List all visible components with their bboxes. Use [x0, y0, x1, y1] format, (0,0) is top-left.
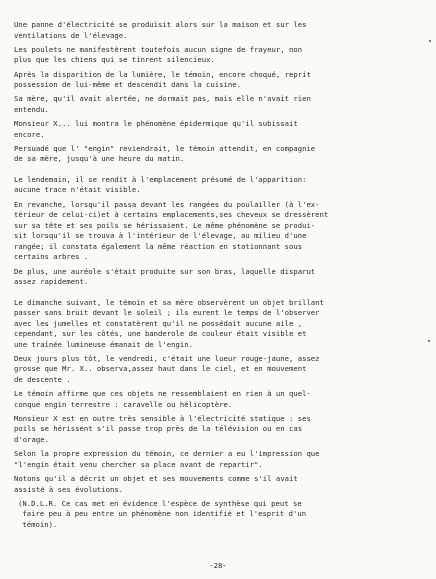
paragraph-sunday-observation: Le dimanche suivant, le témoin et sa mère observèrent un objet brillant passer sans bruit devant le soleil ; ils eurent le temps de l'observer avec les jumelles et constatèrent qu'il ne possédait aucune aile , cependant, sur les côtés, une banderole de couleur était visible et une traînée lumineuse émanait de l'engin.	[14, 297, 324, 349]
paragraph-power-outage: Une panne d'électricité se produisit alors sur la maison et sur les ventilations de l'élevage.	[14, 20, 307, 40]
paragraph-hair-standing: En revanche, lorsqu'il passa devant les rangées du poulailler (à l'ex- térieur de celui-ci)et à certains emplacements,ses cheveux se dressèrent sur sa tête et ses poils se hérissaient. Le même phénomène se produi- sit lorsqu'il se trouva à l'intérieur de l'élevage, au milieu d'une rangée; il constata également la même réaction en stationnant sous certains arbres .	[14, 199, 329, 262]
editor-note: (N.D.L.R. Ce cas met en évidence l'espèce de synthèse qui peut se faire peu à peu entre un phénomène non identifié et l'esprit d'un témoin).	[18, 498, 307, 529]
paragraph-chickens-calm: Les poulets ne manifestèrent toutefois aucun signe de frayeur, non plus que les chiens qui se tinrent silencieux.	[14, 44, 303, 65]
paragraph-next-day: Le lendemain, il se rendit à l'emplacement présumé de l'apparition: aucune trace n'était visible.	[14, 174, 307, 195]
margin-mark	[428, 340, 430, 342]
paragraph-static-sensitivity: Monsieur X est en outre très sensible à l'électricité statique : ses poils se hérissent s'il passe trop près de la télévision ou en cas d'orage.	[14, 413, 311, 444]
paragraph-described-movements: Notons qu'il a décrit un objet et ses mouvements comme s'il avait assisté à ses évolutions.	[14, 474, 298, 494]
paragraph-not-terrestrial: Le témoin affirme que ces objets ne ressemblaient en rien à un quel- conque engin terrestre : caravelle ou hélicoptère.	[14, 389, 311, 409]
paragraph-witness-quote: Selon la propre expression du témoin, ce dernier a eu l'impression que "l'engin était venu chercher sa place avant de repartir".	[14, 449, 320, 469]
paragraph-halo-on-arm: De plus, une auréole s'était produite sur son bras, laquelle disparut assez rapidement.	[14, 266, 316, 287]
paragraph-witness-recovers: Après la disparition de la lumière, le témoin, encore choqué, reprit possession de lui-même et descendit dans la cuisine.	[14, 69, 311, 90]
page-number: -28-	[209, 561, 227, 570]
paragraph-mother-heard-nothing: Sa mère, qu'il avait alertée, ne dormait pas, mais elle n'avait rien entendu.	[14, 94, 311, 114]
paragraph-friday-glow: Deux jours plus tôt, le vendredi, c'était une lueur rouge-jaune, assez grosse que Mr. X.. observa,assez haut dans le ciel, et en mouvement de descente .	[14, 353, 320, 384]
paragraph-skin-phenomenon: Monsieur X... lui montra le phénomène épidermique qu'il subissait encore.	[14, 119, 298, 139]
paragraph-waiting-for-engine: Persuadé que l' "engin" reviendrait, le témoin attendit, en compagnie de sa mère, jusqu'à une heure du matin.	[14, 143, 316, 164]
margin-mark	[429, 40, 431, 42]
